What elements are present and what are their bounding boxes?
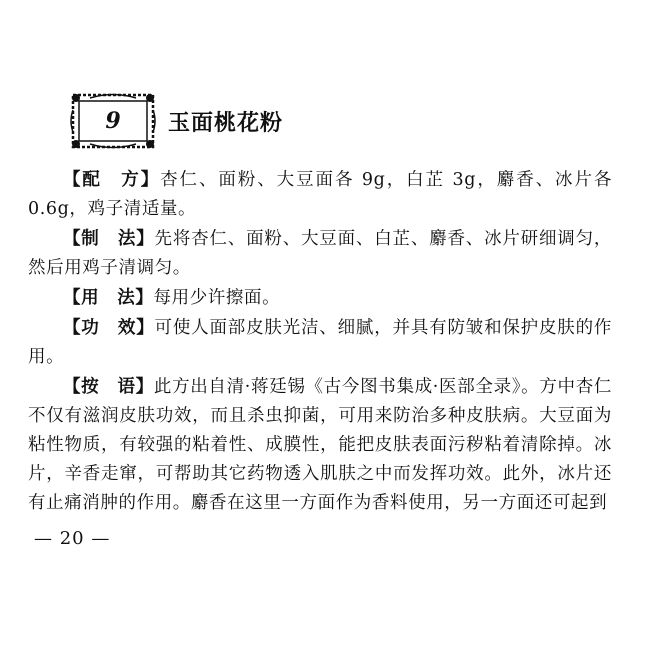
preparation-text: 先将杏仁、面粉、大豆面、白芷、麝香、冰片研细调匀，然后用鸡子清调匀。 <box>28 229 613 278</box>
section-heading <box>70 90 283 152</box>
commentary-text: 此方出自清·蒋廷锡《古今图书集成·医部全录》。方中杏仁不仅有滋润皮肤功效，而且杀虫抑菌，可用来防治多种皮肤病。大豆面为粘性物质，有较强的粘着性、成膜性，能把皮肤表面污秽粘着清除掉。冰片，辛香走窜，可帮助其它药物透入肌肤之中而发挥功效。此外，冰片还有止痛消肿的作用。麝香在这里一方面作为香料使用，另一方面还可起到 <box>28 377 612 513</box>
usage-text: 每用少许擦面。 <box>153 288 281 308</box>
paragraph-usage <box>28 284 612 313</box>
section-number-badge <box>70 92 156 150</box>
section-title: 玉面桃花粉 <box>168 110 284 136</box>
paragraph-commentary <box>28 373 612 518</box>
paragraph-formula <box>28 166 612 224</box>
paragraph-effect <box>28 314 612 372</box>
formula-text: 杏仁、面粉、大豆面各 9g，白芷 3g，麝香、冰片各 0.6g，鸡子清适量。 <box>28 170 612 219</box>
commentary-label: 【按 语】 <box>63 377 154 397</box>
page-number: — 20 — <box>34 528 111 549</box>
section-number: 9 <box>105 108 121 134</box>
usage-label: 【用 法】 <box>63 288 154 308</box>
formula-label: 【配 方】 <box>63 170 161 190</box>
effect-text: 可使人面部皮肤光洁、细腻，并具有防皱和保护皮肤的作用。 <box>28 318 613 367</box>
preparation-label: 【制 法】 <box>63 229 155 249</box>
paragraph-preparation <box>28 225 612 283</box>
effect-label: 【功 效】 <box>63 318 155 338</box>
body-text <box>28 166 612 519</box>
